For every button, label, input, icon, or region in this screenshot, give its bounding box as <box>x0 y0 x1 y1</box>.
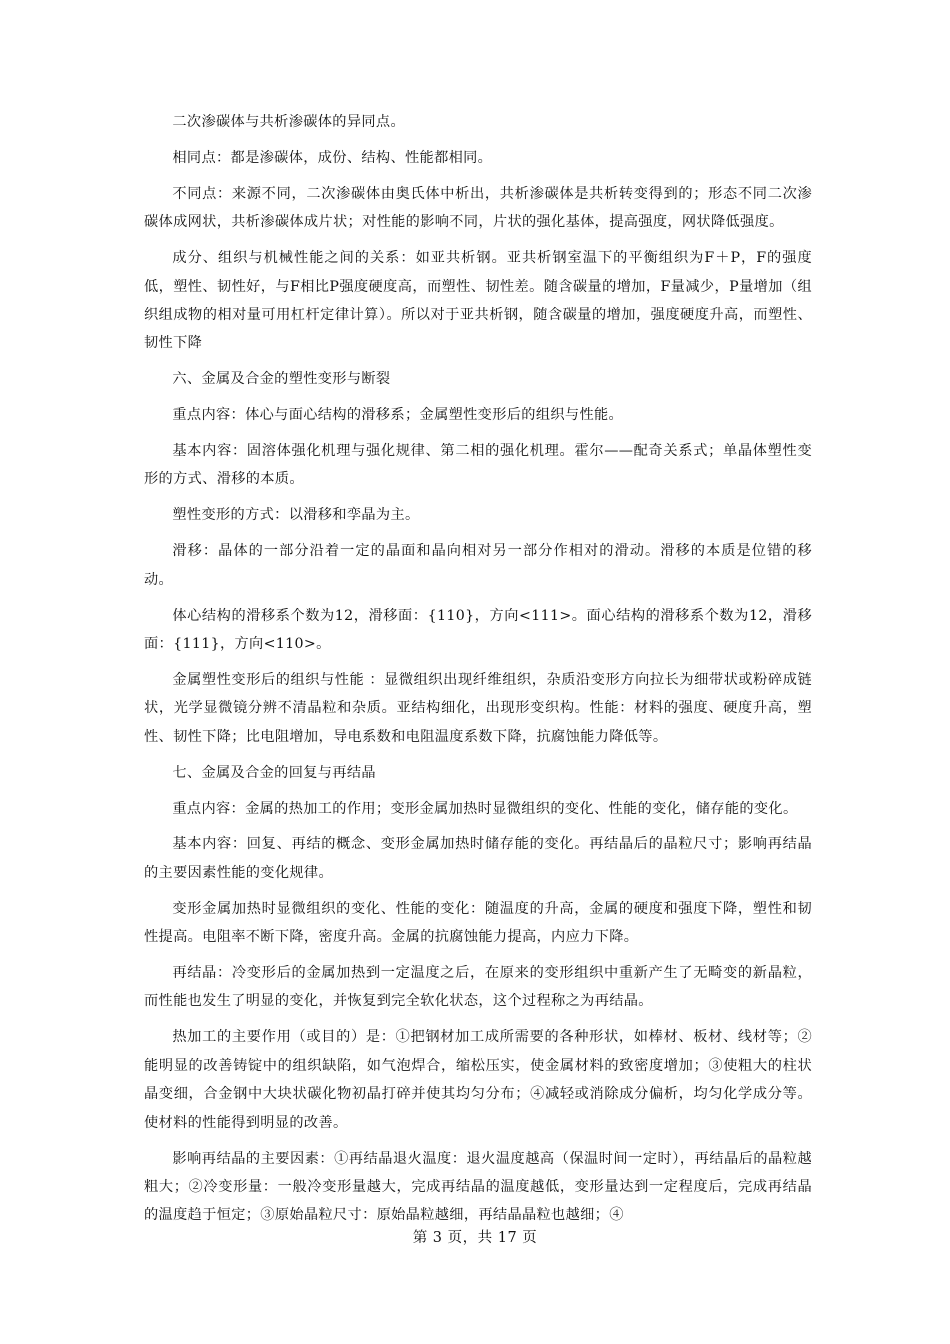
section-heading-6: 六、金属及合金的塑性变形与断裂 <box>172 371 391 388</box>
page-number-footer: 第 3 页，共 17 页 <box>412 1230 538 1246</box>
paragraph-deformed-structure: 金属塑性变形后的组织与性能 ：显微组织出现纤维组织，杂质沿变形方向拉长为细带状或粉碎成链状，光学显微镜分辨不清晶粒和杂质。亚结构细化，出现形变织构。性能：材料的强度、硬度升高，塑性、韧性下降；比电阻增加，导电系数和电阻温度系数下降，抗腐蚀能力降低等。 <box>144 671 812 745</box>
section-heading-7: 七、金属及合金的回复与再结晶 <box>172 764 376 781</box>
document-body <box>144 108 812 1237</box>
paragraph-composition-properties: 成分、组织与机械性能之间的关系：如亚共析钢。亚共析钢室温下的平衡组织为F＋P，F的强度低，塑性、韧性好，与F相比P强度硬度高，而塑性、韧性差。随含碳量的增加，F量减少，P量增加（组织组成物的相对量可用杠杆定律计算）。所以对于亚共析钢，随含碳量的增加，强度硬度升高，而塑性、韧性下降 <box>144 250 812 352</box>
paragraph-recrystallization-factors: 影响再结晶的主要因素：①再结晶退火温度：退火温度越高（保温时间一定时），再结晶后的晶粒越粗大；②冷变形量：一般冷变形量越大，完成再结晶的温度越低，变形量达到一定程度后，完成再结晶的温度趋于恒定；③原始晶粒尺寸：原始晶粒越细，再结晶晶粒也越细；④ <box>144 1150 812 1224</box>
paragraph-basic-content-7: 基本内容：回复、再结的概念、变形金属加热时储存能的变化。再结晶后的晶粒尺寸；影响再结晶的主要因素性能的变化规律。 <box>144 836 812 881</box>
paragraph-recrystallization: 再结晶：冷变形后的金属加热到一定温度之后，在原来的变形组织中重新产生了无畸变的新晶粒，而性能也发生了明显的变化，并恢复到完全软化状态，这个过程称之为再结晶。 <box>144 965 812 1010</box>
paragraph-differences: 不同点：来源不同，二次渗碳体由奥氏体中析出，共析渗碳体是共析转变得到的；形态不同二次渗碳体成网状，共析渗碳体成片状；对性能的影响不同，片状的强化基体，提高强度，网状降低强度。 <box>144 185 812 231</box>
paragraph-key-content-6: 重点内容：体心与面心结构的滑移系；金属塑性变形后的组织与性能。 <box>172 407 624 424</box>
paragraph-slip-systems: 体心结构的滑移系个数为12，滑移面：{110}，方向<111>。面心结构的滑移系个数为12，滑移面：{111}，方向<110>。 <box>144 607 812 652</box>
paragraph-similarities: 相同点：都是渗碳体，成份、结构、性能都相同。 <box>172 149 493 166</box>
paragraph-basic-content-6: 基本内容：固溶体强化机理与强化规律、第二相的强化机理。霍尔——配奇关系式；单晶体塑性变形的方式、滑移的本质。 <box>144 443 812 488</box>
paragraph-slip-definition: 滑移：晶体的一部分沿着一定的晶面和晶向相对另一部分作相对的滑动。滑移的本质是位错的移动。 <box>144 543 812 588</box>
paragraph-heating-changes: 变形金属加热时显微组织的变化、性能的变化：随温度的升高，金属的硬度和强度下降，塑性和韧性提高。电阻率不断下降，密度升高。金属的抗腐蚀能力提高，内应力下降。 <box>144 900 812 946</box>
paragraph-deformation-modes: 塑性变形的方式：以滑移和孪晶为主。 <box>172 507 420 524</box>
paragraph-key-content-7: 重点内容：金属的热加工的作用；变形金属加热时显微组织的变化、性能的变化，储存能的变化。 <box>172 800 798 817</box>
paragraph-hot-working: 热加工的主要作用（或目的）是：①把钢材加工成所需要的各种形状，如棒材、板材、线材等；②能明显的改善铸锭中的组织缺陷，如气泡焊合，缩松压实，使金属材料的致密度增加；③使粗大的柱状晶变细，合金钢中大块状碳化物初晶打碎并使其均匀分布；④减轻或消除成分偏析，均匀化学成分等。使材料的性能得到明显的改善。 <box>144 1029 812 1131</box>
paragraph-title-comparison: 二次渗碳体与共析渗碳体的异同点。 <box>172 114 405 130</box>
